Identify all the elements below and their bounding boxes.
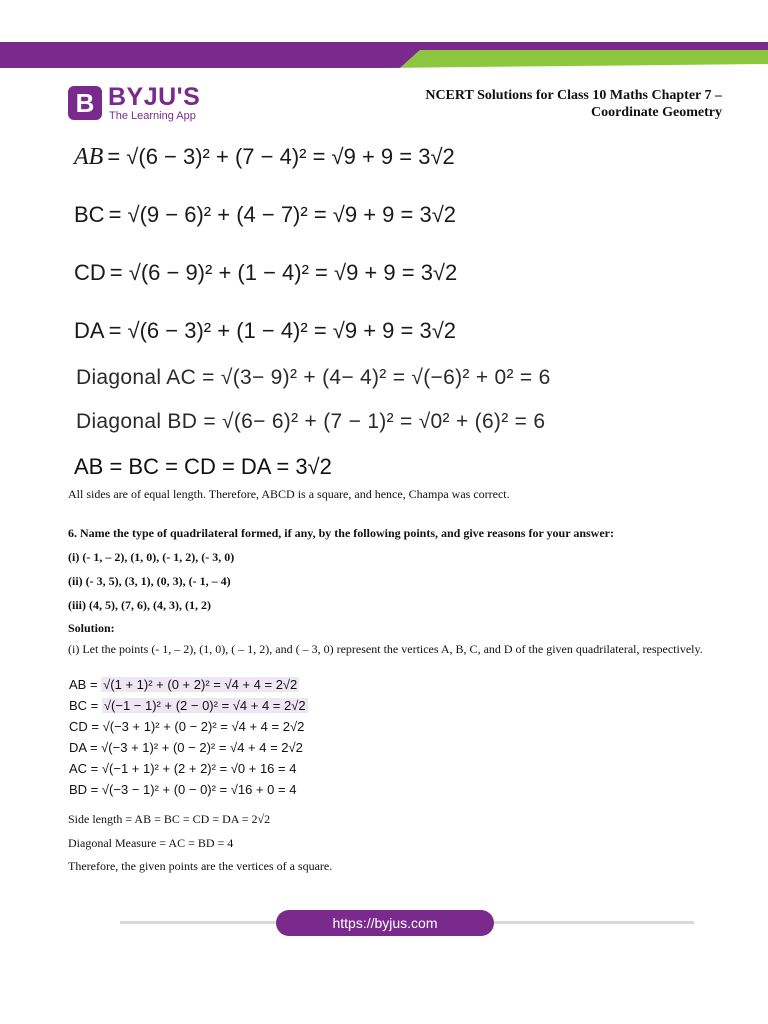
- equation-rhs: = √(6 − 3)² + (1 − 4)² = √9 + 9 = 3√2: [108, 318, 457, 343]
- equation-lhs: BC: [74, 202, 105, 227]
- equation-lhs: BD: [69, 782, 88, 797]
- equation-lhs: BC: [69, 698, 88, 713]
- solution-equation-cd: CD = √(−3 + 1)² + (0 − 2)² = √4 + 4 = 2√2: [69, 719, 305, 734]
- solution-equation-da: DA = √(−3 + 1)² + (0 − 2)² = √4 + 4 = 2√2: [69, 740, 303, 755]
- equation-bc: [74, 202, 456, 228]
- page-title: [362, 87, 722, 121]
- header-band: [0, 42, 768, 68]
- solution-equation-bc: BC = √(−1 − 1)² + (2 − 0)² = √4 + 4 = 2√2: [69, 698, 306, 713]
- logo-wordmark: BYJU'S: [108, 83, 201, 111]
- solution-equation-ab: AB = √(1 + 1)² + (0 + 2)² = √4 + 4 = 2√2: [69, 677, 298, 692]
- diagonal-measure-text: Diagonal Measure = AC = BD = 4: [68, 836, 234, 850]
- equation-lhs: DA: [74, 318, 105, 343]
- page-title-line1: NCERT Solutions for Class 10 Maths Chapter 7 –: [425, 88, 722, 103]
- equation-diagonal-bd: Diagonal BD = √(6− 6)² + (7 − 1)² = √0² + (6)² = 6: [76, 410, 546, 433]
- question-part-i: (i) (- 1, – 2), (1, 0), (- 1, 2), (- 3, 0): [68, 550, 235, 564]
- solution-label: Solution:: [68, 621, 115, 635]
- equation-all-sides-equal: AB = BC = CD = DA = 3√2: [74, 454, 332, 479]
- equation-lhs: CD: [69, 719, 88, 734]
- equation-da: [74, 318, 456, 344]
- equation-rhs: √(1 + 1)² + (0 + 2)² = √4 + 4 = 2√2: [103, 677, 298, 692]
- equation-diagonal-ac: Diagonal AC = √(3− 9)² + (4− 4)² = √(−6)² + 0² = 6: [76, 366, 551, 389]
- footer-divider-right: [494, 921, 694, 924]
- question-part-ii: (ii) (- 3, 5), (3, 1), (0, 3), (- 1, – 4): [68, 574, 231, 588]
- solution-equation-ac: AC = √(−1 + 1)² + (2 + 2)² = √0 + 16 = 4: [69, 761, 297, 776]
- solution-intro: (i) Let the points (- 1, – 2), (1, 0), ( – 1, 2), and ( – 3, 0) represent the vertices A, B, C, and D of the given quadrilateral, respectively.: [68, 642, 703, 656]
- solution-conclusion: Therefore, the given points are the vertices of a square.: [68, 859, 333, 873]
- equation-rhs: = √(6 − 3)² + (7 − 4)² = √9 + 9 = 3√2: [107, 144, 455, 169]
- equation-lhs: AC: [69, 761, 88, 776]
- equation-rhs: = √(9 − 6)² + (4 − 7)² = √9 + 9 = 3√2: [108, 202, 457, 227]
- question-part-iii: (iii) (4, 5), (7, 6), (4, 3), (1, 2): [68, 598, 211, 612]
- conclusion-text: All sides are of equal length. Therefore, ABCD is a square, and hence, Champa was correct.: [68, 487, 510, 501]
- solution-equation-bd: BD = √(−3 − 1)² + (0 − 0)² = √16 + 0 = 4: [69, 782, 297, 797]
- page-title-line2: Coordinate Geometry: [590, 105, 722, 120]
- equation-rhs: √(−3 + 1)² + (0 − 2)² = √4 + 4 = 2√2: [102, 719, 305, 734]
- equation-rhs: = √(6 − 9)² + (1 − 4)² = √9 + 9 = 3√2: [109, 260, 458, 285]
- equation-rhs: √(−1 + 1)² + (2 + 2)² = √0 + 16 = 4: [101, 761, 297, 776]
- equation-lhs: AB: [69, 677, 87, 692]
- footer-divider-left: [120, 921, 276, 924]
- logo-tagline: The Learning App: [109, 110, 196, 122]
- equation-lhs: CD: [74, 260, 106, 285]
- equation-lhs: DA: [69, 740, 87, 755]
- equation-rhs: √(−3 + 1)² + (0 − 2)² = √4 + 4 = 2√2: [101, 740, 303, 755]
- equation-rhs: √(−3 − 1)² + (0 − 0)² = √16 + 0 = 4: [101, 782, 297, 797]
- equation-cd: [74, 260, 457, 286]
- question-heading: 6. Name the type of quadrilateral formed, if any, by the following points, and give reasons for your answer:: [68, 526, 614, 540]
- side-length-text: Side length = AB = BC = CD = DA = 2√2: [68, 812, 271, 826]
- logo-mark-icon: B: [68, 86, 102, 120]
- footer-url-link[interactable]: https://byjus.com: [276, 910, 494, 936]
- equation-lhs: AB: [74, 144, 104, 170]
- equation-rhs: √(−1 − 1)² + (2 − 0)² = √4 + 4 = 2√2: [103, 698, 306, 713]
- byjus-logo[interactable]: [68, 83, 208, 124]
- equation-ab: [74, 144, 455, 171]
